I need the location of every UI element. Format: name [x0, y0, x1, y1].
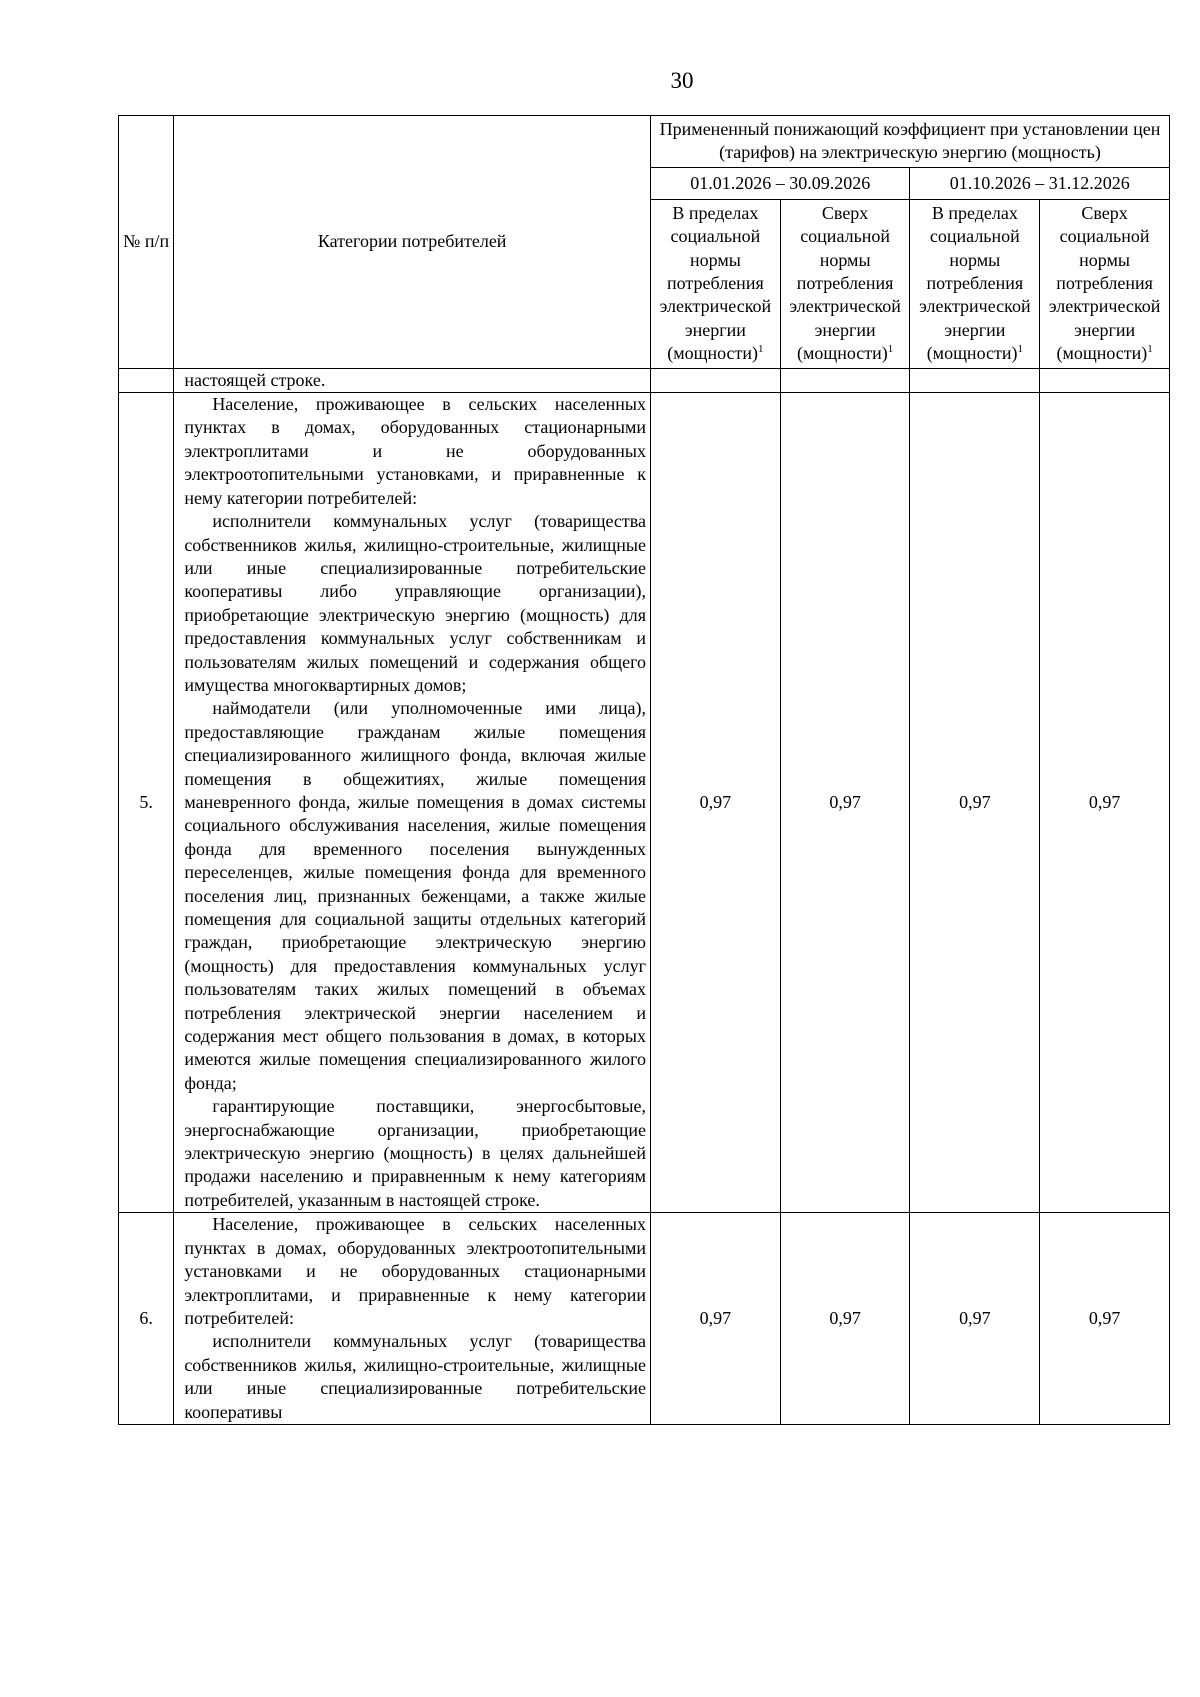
row-number: 6.	[119, 1213, 174, 1425]
row-num-empty	[119, 368, 174, 392]
row-number: 5.	[119, 393, 174, 1213]
header-within-norm-1: В пределах социальной нормы потребления электрической энергии (мощности)$^1$	[651, 199, 781, 368]
row-value: 0,97	[651, 1213, 781, 1425]
header-category: Категории потребителей	[174, 116, 651, 369]
header-number: № п/п	[119, 116, 174, 369]
row-value: 0,97	[651, 393, 781, 1213]
table-row-continuation	[119, 368, 1170, 392]
row-category: Население, проживающее в сельских населенных пунктах в домах, оборудованных электроотопительными установками и не оборудованных стационарными электроплитами, и приравненные к нему категории потребителей: исполнители коммунальных услуг (товарищества собственников жилья, жилищно-строительные, жилищные или иные специализированные потребительские кооперативы	[174, 1213, 651, 1425]
row-value: 0,97	[1040, 1213, 1170, 1425]
header-period-2: 01.10.2026 – 31.12.2026	[910, 167, 1170, 199]
header-above-norm-2: Сверх социальной нормы потребления электрической энергии (мощности)$^1$	[1040, 199, 1170, 368]
row-category: Население, проживающее в сельских населенных пунктах в домах, оборудованных стационарными электроплитами и не оборудованных электроотопительными установками, и приравненные к нему категории потребителей: исполнители коммунальных услуг (товарищества собственников жилья, жилищно-строительные, жилищные или иные специализированные потребительские кооперативы либо управляющие организации), приобретающие электрическую энергию (мощность) для предоставления коммунальных услуг собственникам и пользователям жилых помещений и содержания общего имущества многоквартирных домов; наймодатели (или уполномоченные ими лица), предоставляющие гражданам жилые помещения специализированного жилищного фонда, включая жилые помещения в общежитиях, жилые помещения маневренного фонда, жилые помещения в домах системы социального обслуживания населения, жилые помещения фонда для временного поселения вынужденных переселенцев, жилые помещения фонда для временного поселения лиц, признанных беженцами, а также жилые помещения для социальной защиты отдельных категорий граждан, приобретающие электрическую энергию (мощность) для предоставления коммунальных услуг пользователям таких жилых помещений в объемах потребления электрической энергии населением и содержания мест общего пользования в домах, в которых имеются жилые помещения специализированного жилого фонда; гарантирующие поставщики, энергосбытовые, энергоснабжающие организации, приобретающие электрическую энергию (мощность) в целях дальнейшей продажи населению и приравненным к нему категориям потребителей, указанным в настоящей строке.	[174, 393, 651, 1213]
header-coefficient: Примененный понижающий коэффициент при установлении цен (тарифов) на электрическую энергию (мощность)	[651, 116, 1170, 168]
row-value: 0,97	[910, 393, 1040, 1213]
page-number: 30	[670, 68, 694, 93]
continuation-text: настоящей строке.	[174, 368, 651, 392]
tariff-table	[118, 115, 1170, 1425]
header-period-1: 01.01.2026 – 30.09.2026	[651, 167, 910, 199]
row-value: 0,97	[780, 1213, 910, 1425]
table-row-5	[119, 393, 1170, 1213]
row-value: 0,97	[910, 1213, 1040, 1425]
row-value: 0,97	[1040, 393, 1170, 1213]
row-value: 0,97	[780, 393, 910, 1213]
header-above-norm-1: Сверх социальной нормы потребления электрической энергии (мощности)$^1$	[780, 199, 910, 368]
header-within-norm-2: В пределах социальной нормы потребления электрической энергии (мощности)$^1$	[910, 199, 1040, 368]
table-row-6	[119, 1213, 1170, 1425]
